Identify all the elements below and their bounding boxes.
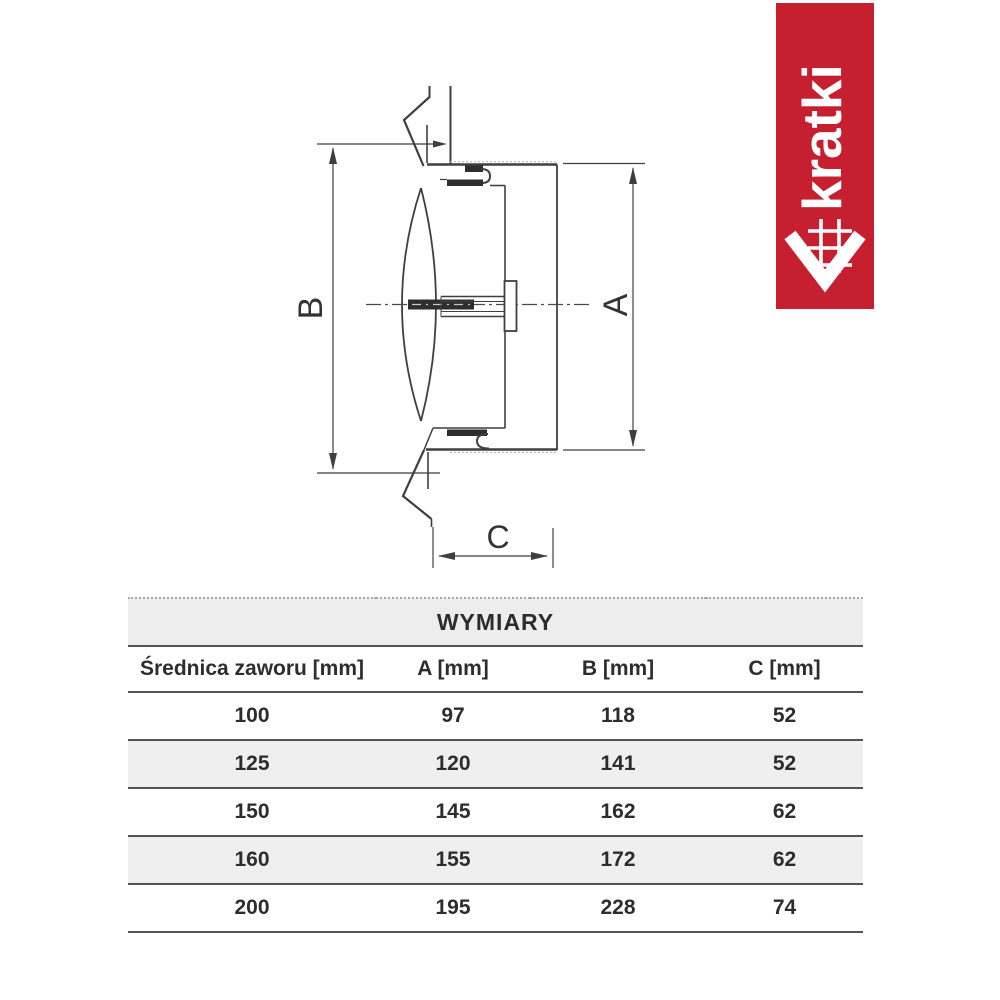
table-row [128, 788, 863, 836]
dim-label-a: A [597, 293, 635, 317]
table-cell: 118 [530, 692, 706, 740]
kratki-logo [776, 3, 874, 309]
column-header-a: A [mm] [376, 646, 530, 692]
table-title: WYMIARY [128, 598, 863, 646]
table-row [128, 692, 863, 740]
top-flange-seal [440, 166, 505, 187]
table-row [128, 740, 863, 788]
dim-label-b: B [292, 296, 330, 320]
table-header-row [128, 646, 863, 692]
table-cell: 145 [376, 788, 530, 836]
bottom-flange-seal [433, 428, 505, 449]
table-cell: 74 [706, 884, 863, 932]
table-cell: 228 [530, 884, 706, 932]
table-cell: 100 [128, 692, 376, 740]
table-cell: 52 [706, 692, 863, 740]
table-cell: 200 [128, 884, 376, 932]
table-cell: 141 [530, 740, 706, 788]
table-cell: 172 [530, 836, 706, 884]
kratki-wordmark: kratki [790, 64, 853, 211]
column-header-diameter: Średnica zaworu [mm] [128, 646, 376, 692]
table-row [128, 836, 863, 884]
column-header-b: B [mm] [530, 646, 706, 692]
table-cell: 160 [128, 836, 376, 884]
duct-pipe-lines [430, 86, 451, 164]
table-title-row [128, 598, 863, 646]
table-cell: 195 [376, 884, 530, 932]
column-header-c: C [mm] [706, 646, 863, 692]
hub-assembly [408, 281, 517, 331]
table-cell: 150 [128, 788, 376, 836]
dim-label-c: C [486, 519, 510, 555]
table-cell: 62 [706, 788, 863, 836]
bottom-spring-clip [403, 450, 432, 527]
table-cell: 97 [376, 692, 530, 740]
table-cell: 162 [530, 788, 706, 836]
table-cell: 52 [706, 740, 863, 788]
kratki-grate-icon [784, 217, 866, 295]
dimensions-table [128, 597, 863, 933]
table-cell: 120 [376, 740, 530, 788]
table-row [128, 884, 863, 932]
table-cell: 62 [706, 836, 863, 884]
kratki-logo-inner [776, 3, 874, 309]
table-cell: 155 [376, 836, 530, 884]
top-spring-clip [404, 97, 430, 166]
table-cell: 125 [128, 740, 376, 788]
